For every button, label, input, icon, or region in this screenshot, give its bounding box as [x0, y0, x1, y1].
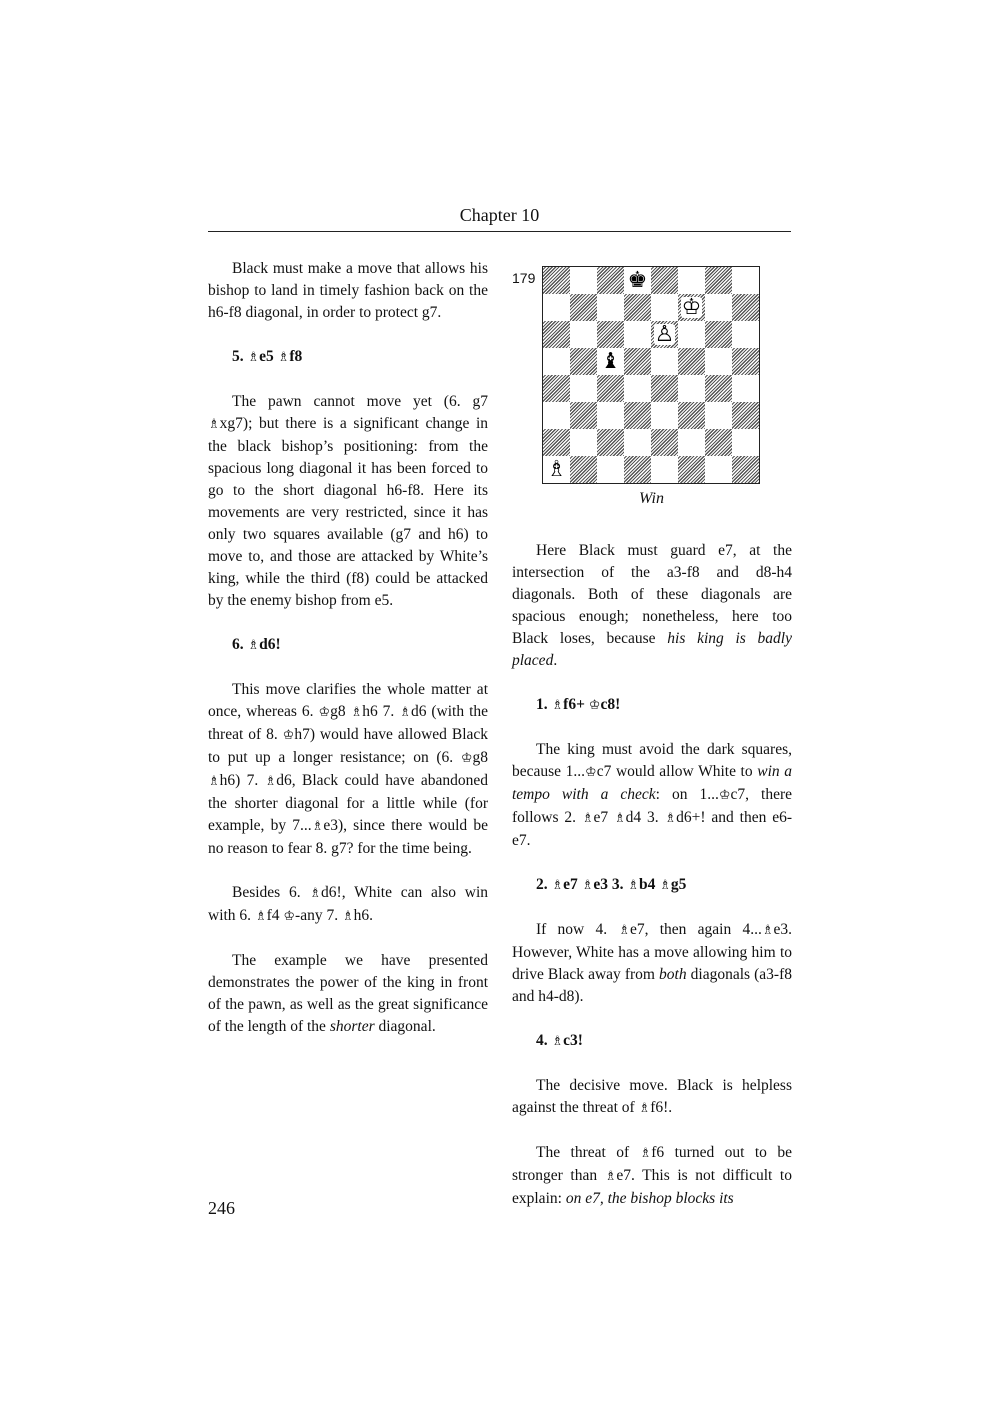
bishop-icon: ♗	[627, 878, 639, 893]
square-a1	[543, 456, 570, 483]
square-e8	[651, 267, 678, 294]
bishop-icon: ♗	[277, 350, 290, 365]
square-c7	[597, 294, 624, 321]
square-b3	[570, 402, 597, 429]
square-e3	[651, 402, 678, 429]
king-icon: ♔	[585, 765, 597, 780]
bishop-icon: ♗	[614, 811, 626, 826]
square-g7	[705, 294, 732, 321]
square-a8	[543, 267, 570, 294]
bishop-icon: ♗	[309, 886, 322, 901]
square-g5	[705, 348, 732, 375]
square-c3	[597, 402, 624, 429]
square-d6	[624, 321, 651, 348]
square-d5	[624, 348, 651, 375]
square-h5	[732, 348, 759, 375]
bishop-icon: ♗	[399, 705, 411, 720]
paragraph: If now 4. ♗e7, then again 4...♗e3. However, White has a move allowing him to drive Black away from both diagonals (a3-f8 and h4-d8).	[512, 921, 792, 1005]
bishop-icon: ♗	[551, 878, 564, 893]
white-pawn-icon: ♙	[654, 322, 675, 347]
bishop-icon: ♗	[254, 909, 267, 924]
bishop-icon: ♗	[604, 1169, 617, 1184]
square-e5	[651, 348, 678, 375]
bishop-icon: ♗	[551, 1034, 564, 1049]
square-b5	[570, 348, 597, 375]
move-line: 4. ♗c3!	[536, 1032, 583, 1049]
move-line: 5. ♗e5 ♗f8	[232, 348, 303, 365]
square-a7	[543, 294, 570, 321]
square-a5	[543, 348, 570, 375]
paragraph: The decisive move. Black is helpless against the threat of ♗f6!.	[512, 1077, 792, 1116]
bishop-icon: ♗	[247, 350, 260, 365]
square-e2	[651, 429, 678, 456]
square-f5	[678, 348, 705, 375]
square-h8	[732, 267, 759, 294]
square-c8	[597, 267, 624, 294]
chess-board	[542, 266, 760, 484]
square-d1	[624, 456, 651, 483]
square-c6	[597, 321, 624, 348]
square-c2	[597, 429, 624, 456]
square-h6	[732, 321, 759, 348]
bishop-icon: ♗	[581, 811, 594, 826]
king-icon: ♔	[588, 698, 601, 713]
square-f7	[678, 294, 705, 321]
paragraph: Besides 6. ♗d6!, White can also win with 6. ♗f4 ♔-any 7. ♗h6.	[208, 884, 488, 924]
paragraph: The threat of ♗f6 turned out to be stronger than ♗e7. This is not difficult to explain: on e7, the bishop blocks its	[512, 1144, 792, 1207]
square-h3	[732, 402, 759, 429]
move-line: 2. ♗e7 ♗e3 3. ♗b4 ♗g5	[536, 876, 687, 893]
bishop-icon: ♗	[664, 811, 677, 826]
square-c5	[597, 348, 624, 375]
square-f1	[678, 456, 705, 483]
square-f3	[678, 402, 705, 429]
white-bishop-icon: ♗	[546, 457, 567, 482]
bishop-icon: ♗	[247, 638, 260, 653]
king-icon: ♔	[718, 788, 731, 803]
square-h2	[732, 429, 759, 456]
square-f4	[678, 375, 705, 402]
square-d4	[624, 375, 651, 402]
square-d3	[624, 402, 651, 429]
square-b7	[570, 294, 597, 321]
bishop-icon: ♗	[264, 774, 277, 789]
bishop-icon: ♗	[659, 878, 671, 893]
square-a6	[543, 321, 570, 348]
square-h4	[732, 375, 759, 402]
paragraph: Here Black must guard e7, at the intersection of the a3-f8 and d8-h4 diagonals. Both of these diagonals are spacious enough; nonetheless, here too Black loses, because his king is badly placed.	[512, 542, 792, 669]
right-column	[512, 540, 792, 1210]
bishop-icon: ♗	[639, 1146, 652, 1161]
square-c1	[597, 456, 624, 483]
king-icon: ♔	[318, 705, 331, 720]
running-header	[208, 203, 791, 232]
square-e7	[651, 294, 678, 321]
square-b1	[570, 456, 597, 483]
square-f2	[678, 429, 705, 456]
bishop-icon: ♗	[761, 923, 774, 938]
white-king-icon: ♔	[681, 295, 702, 320]
chapter-title: Chapter 10	[459, 205, 540, 225]
square-h7	[732, 294, 759, 321]
move-line: 6. ♗d6!	[232, 636, 281, 653]
square-a3	[543, 402, 570, 429]
square-d2	[624, 429, 651, 456]
square-f6	[678, 321, 705, 348]
diagram-caption: Win	[639, 490, 664, 507]
square-e4	[651, 375, 678, 402]
bishop-icon: ♗	[208, 417, 220, 432]
square-a4	[543, 375, 570, 402]
square-h1	[732, 456, 759, 483]
bishop-icon: ♗	[311, 819, 324, 834]
square-b8	[570, 267, 597, 294]
bishop-icon: ♗	[341, 909, 354, 924]
paragraph: The example we have presented demonstrates the power of the king in front of the pawn, as well as the great significance of the length of the shorter diagonal.	[208, 952, 488, 1035]
square-g4	[705, 375, 732, 402]
square-d8	[624, 267, 651, 294]
bishop-icon: ♗	[618, 923, 630, 938]
square-b6	[570, 321, 597, 348]
bishop-icon: ♗	[551, 698, 564, 713]
paragraph: This move clarifies the whole matter at once, whereas 6. ♔g8 ♗h6 7. ♗d6 (with the threat of 8. ♔h7) would have allowed Black to put up a longer resistance; on (6. ♔g8 ♗h6) 7. ♗d6, Black could have abandoned the shorter diagonal for a little while (for example, by 7...♗e3), since there would be no reason to fear 8. g7? for the time being.	[208, 681, 489, 857]
bishop-icon: ♗	[208, 774, 220, 789]
square-e6	[651, 321, 678, 348]
square-a2	[543, 429, 570, 456]
paragraph: Black must make a move that allows his bishop to land in timely fashion back on the h6-f8 diagonal, in order to protect g7.	[208, 260, 488, 321]
square-c4	[597, 375, 624, 402]
page-number: 246	[208, 1198, 235, 1218]
square-b4	[570, 375, 597, 402]
square-g3	[705, 402, 732, 429]
square-b2	[570, 429, 597, 456]
square-e1	[651, 456, 678, 483]
move-line: 1. ♗f6+ ♔c8!	[536, 696, 621, 713]
square-g8	[705, 267, 732, 294]
square-d7	[624, 294, 651, 321]
square-g1	[705, 456, 732, 483]
black-king-icon: ♚	[627, 268, 648, 293]
paragraph: The pawn cannot move yet (6. g7 ♗xg7); but there is a significant change in the black bishop’s positioning: from the spacious long diagonal it has been forced to go to the short diagonal h6-f8. Here its movements are very restricted, since it has only two squares available (g7 and h6) to move to, and those are attacked by White’s king, while the third (f8) could be attacked by the enemy bishop from e5.	[208, 393, 488, 609]
diagram-number: 179	[512, 270, 536, 286]
bishop-icon: ♗	[350, 705, 363, 720]
king-icon: ♔	[460, 751, 473, 766]
paragraph: The king must avoid the dark squares, because 1...♔c7 would allow White to win a tempo with a check: on 1...♔c7, there follows 2. ♗e7 ♗d4 3. ♗d6+! and then e6-e7.	[512, 741, 792, 849]
square-g2	[705, 429, 732, 456]
square-f8	[678, 267, 705, 294]
king-icon: ♔	[282, 728, 295, 743]
black-bishop-icon: ♝	[600, 349, 621, 374]
king-icon: ♔	[283, 909, 296, 924]
bishop-icon: ♗	[581, 878, 594, 893]
left-column	[208, 258, 488, 1038]
bishop-icon: ♗	[638, 1101, 651, 1116]
square-g6	[705, 321, 732, 348]
